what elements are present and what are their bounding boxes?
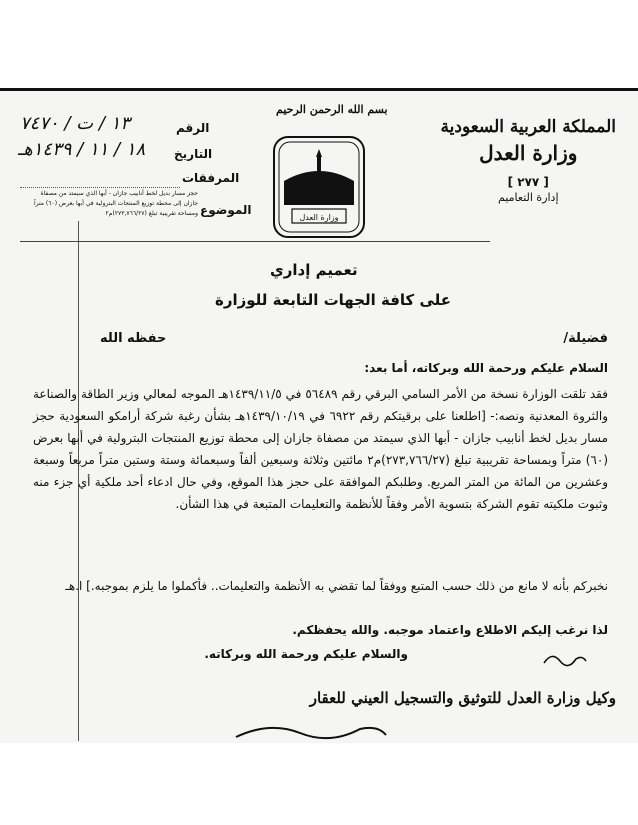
subject-line: حجز مسار بديل لخط أنابيب جازان - أبها الذي سيمتد من مصفاة: [40, 190, 198, 197]
document-sheet: [0, 88, 638, 743]
document-title: تعميم إداري: [270, 261, 358, 279]
subject-line: جازان إلى محطة توزيع المنتجات البترولية في أبها بعرض (٦٠) متراً: [33, 200, 198, 207]
ministry-emblem-icon: [270, 131, 368, 241]
header-rule: [20, 241, 490, 242]
attachments-line: [20, 187, 180, 188]
ref-label: الرقم: [176, 121, 210, 135]
request-line: لذا نرغب إليكم الاطلاع واعتماد موجبه. والله يحفظكم.: [292, 623, 608, 637]
blessing: حفظه الله: [100, 331, 167, 346]
greeting: السلام عليكم ورحمة الله وبركاته، أما بعد:: [364, 361, 608, 375]
ref-value: ١٣ / ت / ٧٤٧٠: [20, 113, 130, 134]
subject-line: ومساحة تقريبية تبلغ (٢٧٣,٧٦٦/٢٧)م٢: [105, 210, 198, 217]
initials-signature-icon: [540, 647, 590, 671]
date-label: التاريخ: [174, 147, 213, 161]
document-subtitle: على كافة الجهات التابعة للوزارة: [215, 291, 452, 309]
kingdom-name: المملكة العربية السعودية: [440, 117, 616, 137]
paragraph-main: فقد تلقت الوزارة نسخة من الأمر السامي البرقي رقم ٥٦٤٨٩ في ١٤٣٩/١١/٥هـ الموجه لمعالي وزير الطاقة والصناعة والثروة المعدنية ونصه:- [اطلعنا على برقيتكم رقم ٦٩٢٢ في ١٤٣٩/١٠/١٩هـ بشأن رغبة شركة أرامكو السعودية حجز مسار بديل لخط أنابيب جازان - أبها الذي سيمتد من مصفاة جازان إلى محطة توزيع المنتجات البترولية في أبها بعرض (٦٠) متراً وبمساحة تقريبية تبلغ (٢٧٣,٧٦٦/٢٧)م٢ مائتين وثلاثة وسبعين ألفاً وسبعمائة وستة وستين متراً مربعاً وسبعة وعشرين من المائة من المتر المربع. وطلبكم الموافقة على حجز هذا الموقع، وفي حال ادعاء أحد ملكية أي جزء منه وثبوت ملكيته تقوم الشركة بتسوية الأمر وفقاً للأنظمة والتعليمات المتبعة في هذا الشأن.: [33, 387, 608, 511]
main-signature-icon: [230, 715, 390, 743]
date-value: ١٨ / ١١ / ١٤٣٩هـ: [18, 139, 146, 160]
signatory-title: وكيل وزارة العدل للتوثيق والتسجيل العيني للعقار: [309, 689, 616, 707]
department-name: إدارة التعاميم: [498, 191, 559, 204]
addressee: فضيلة/: [563, 331, 608, 346]
circular-number: [ ٢٧٧ ]: [507, 175, 549, 189]
subject-label: الموضوع: [200, 203, 252, 217]
basmala: بسم الله الرحمن الرحيم: [276, 103, 388, 116]
letterhead: [441, 117, 616, 204]
subject-text: [14, 189, 198, 219]
paragraph-response: نخبركم بأنه لا مانع من ذلك حسب المتبع ووفقاً لما تقضي به الأنظمة والتعليمات.. فأكملوا ما يلزم بموجبه.] ا.هـ: [65, 579, 608, 593]
ministry-name: وزارة العدل: [479, 141, 578, 165]
closing-line: والسلام عليكم ورحمة الله وبركاته.: [204, 647, 408, 661]
emblem-caption: وزارة العدل: [299, 213, 339, 222]
attachments-label: المرفقات: [182, 171, 240, 185]
